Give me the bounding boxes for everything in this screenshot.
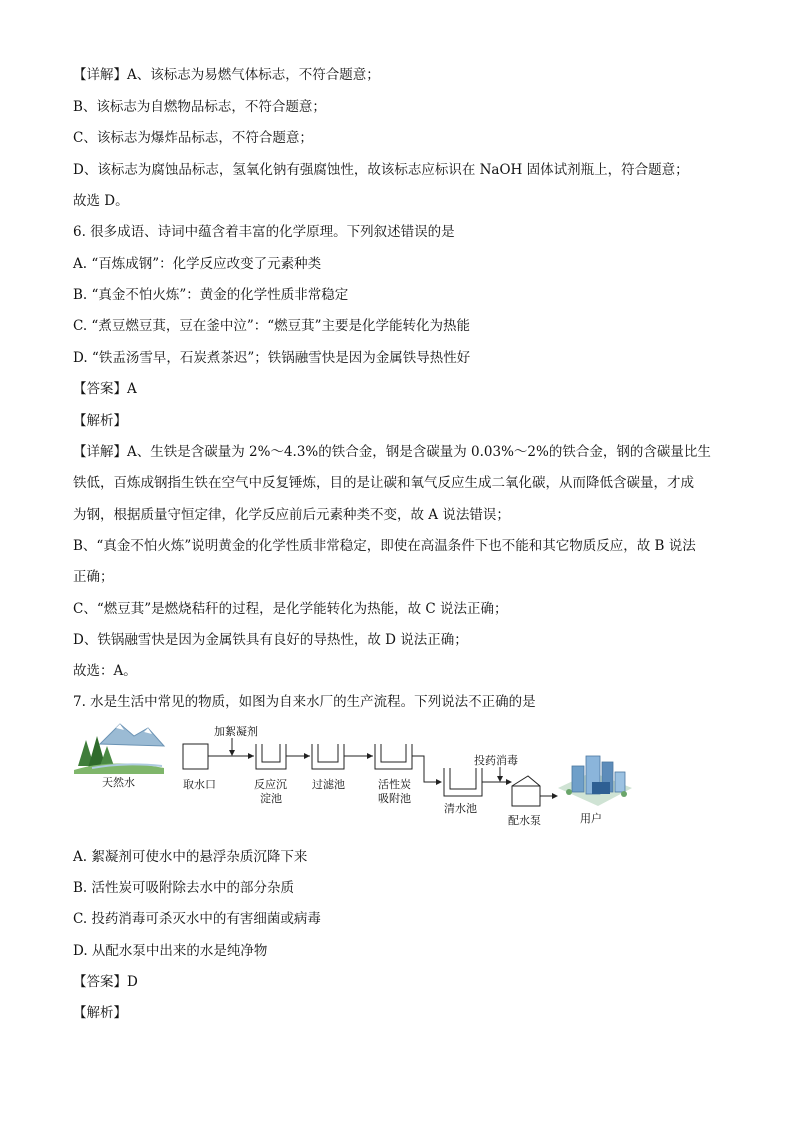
option-a: A. 絮凝剂可使水中的悬浮杂质沉降下来 [73,849,308,865]
option-b: B. 活性炭可吸附除去水中的部分杂质 [73,880,295,896]
text-line: D、该标志为腐蚀品标志，氢氧化钠有强腐蚀性，故该标志应标识在 NaOH 固体试剂瓶上，符合题意； [73,162,689,178]
text-line: 故选 D。 [73,193,129,209]
text-line: 故选：A。 [73,663,137,679]
question-6: 6. 很多成语、诗词中蕴含着丰富的化学原理。下列叙述错误的是 [73,224,455,240]
carbon-label-1: 活性炭 [378,778,411,791]
option-d: D. 从配水泵中出来的水是纯净物 [73,943,268,959]
text-line: B、该标志为自燃物品标志，不符合题意； [73,99,326,115]
text-line: D、铁锅融雪快是因为金属铁具有良好的导热性，故 D 说法正确； [73,632,468,648]
sedimentation-label-1: 反应沉 [254,778,287,791]
text-line: 为钢，根据质量守恒定律，化学反应前后元素种类不变，故 A 说法错误； [73,507,510,523]
analysis-label: 【解析】 [73,413,127,429]
analysis-label: 【解析】 [73,1005,127,1021]
option-b: B. “真金不怕火炼”：黄金的化学性质非常稳定 [73,287,349,303]
water-treatment-flow-diagram [72,722,642,830]
text-line: B、“真金不怕火炼”说明黄金的化学性质非常稳定，即使在高温条件下也不能和其它物质反应，故 B 说法 [73,538,696,554]
clear-pool-label: 清水池 [444,802,477,815]
answer-label: 【答案】A [73,381,137,397]
flocculant-label: 加絮凝剂 [214,725,258,738]
filter-label: 过滤池 [312,778,345,791]
text-line: 【详解】A、生铁是含碳量为 2%～4.3%的铁合金，钢是含碳量为 0.03%～2%的铁合金，钢的含碳量比生 [73,444,711,460]
text-line: 正确； [73,569,114,585]
user-label: 用户 [580,812,602,825]
option-a: A. “百炼成钢”：化学反应改变了元素种类 [73,256,322,272]
text-line: 【详解】A、该标志为易燃气体标志，不符合题意； [73,67,380,83]
option-c: C. 投药消毒可杀灭水中的有害细菌或病毒 [73,911,321,927]
natural-water-icon [74,724,164,774]
text-line: C、该标志为爆炸品标志，不符合题意； [73,130,313,146]
answer-label: 【答案】D [73,974,138,990]
option-d: D. “铁盂汤雪早，石炭煮茶迟”；铁锅融雪快是因为金属铁导热性好 [73,350,471,366]
intake-label: 取水口 [183,778,216,791]
carbon-label-2: 吸附池 [378,792,411,805]
pump-label: 配水泵 [508,814,541,827]
question-7: 7. 水是生活中常见的物质，如图为自来水厂的生产流程。下列说法不正确的是 [73,694,536,710]
disinfect-label: 投药消毒 [474,754,518,767]
natural-water-label: 天然水 [102,776,135,789]
text-line: C、“燃豆萁”是燃烧秸秆的过程，是化学能转化为热能，故 C 说法正确； [73,601,508,617]
sedimentation-label-2: 淀池 [260,792,282,805]
city-buildings-icon [558,756,632,806]
text-line: 铁低，百炼成钢指生铁在空气中反复锤炼，目的是让碳和氧气反应生成二氧化碳，从而降低含碳量，才成 [73,475,694,491]
option-c: C. “煮豆燃豆萁，豆在釜中泣”：“燃豆萁”主要是化学能转化为热能 [73,318,471,334]
